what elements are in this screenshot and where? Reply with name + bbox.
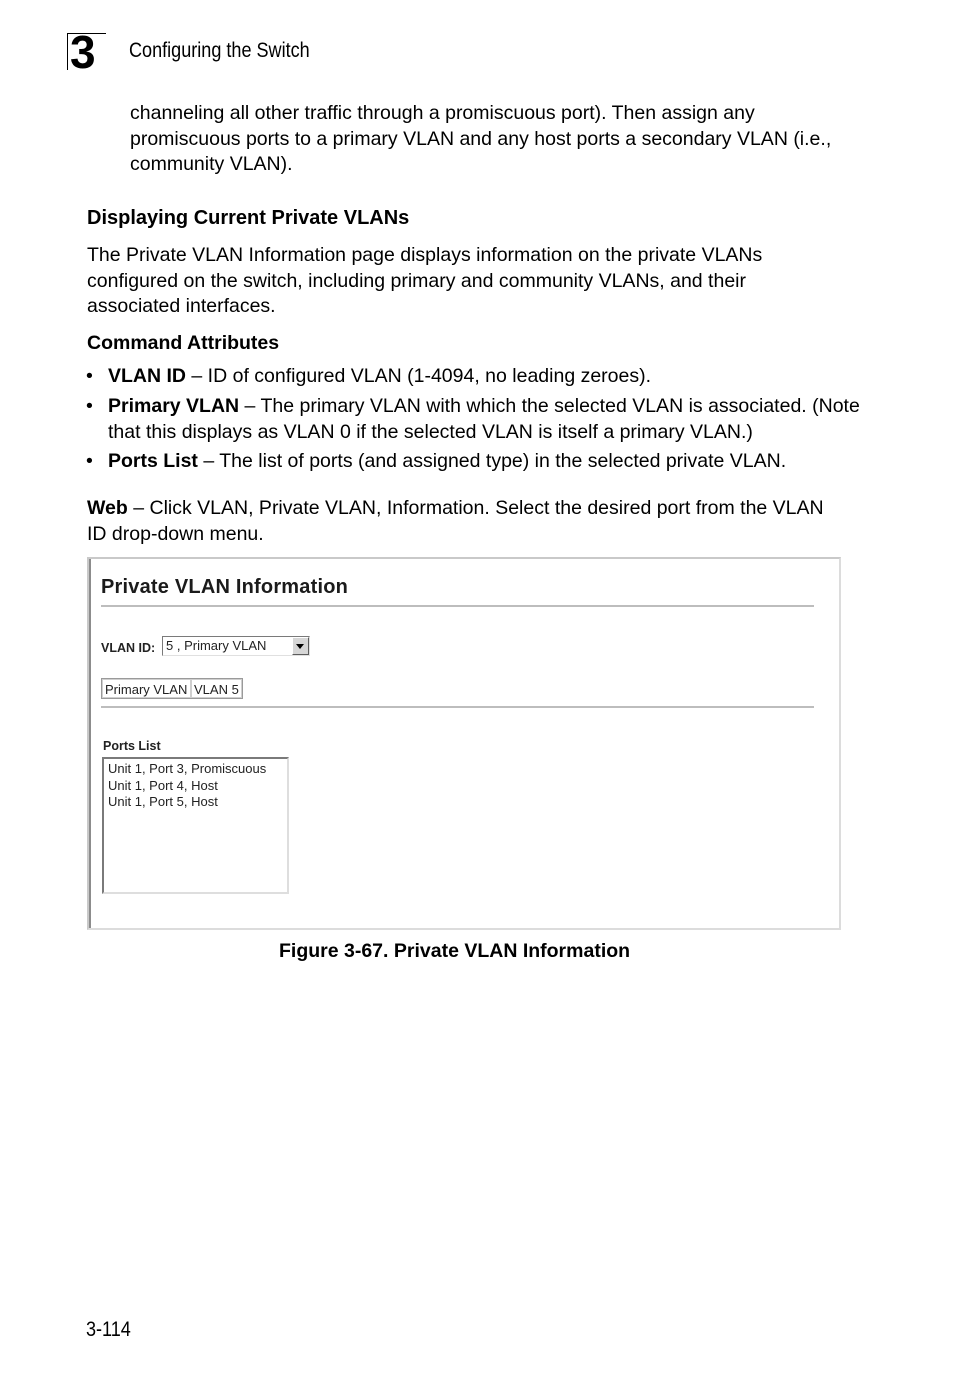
intro-paragraph: channeling all other traffic through a promiscuous port). Then assign any promiscuous ports to a primary VLAN and any host ports a secondary VLAN (i.e., community VLAN). <box>130 102 832 175</box>
vlan-id-selected-value[interactable]: 5 , Primary VLAN <box>166 638 267 653</box>
attribute-item-primary-vlan <box>108 394 868 445</box>
attribute-term: Ports List <box>108 450 198 472</box>
figure-panel-edge <box>89 559 91 928</box>
primary-vlan-table <box>101 678 243 699</box>
attribute-item-ports-list <box>108 449 868 475</box>
ports-list-label: Ports List <box>103 739 161 753</box>
bullet-marker: • <box>86 395 93 417</box>
panel-title: Private VLAN Information <box>101 576 349 598</box>
list-item[interactable]: Unit 1, Port 3, Promiscuous <box>108 761 267 776</box>
web-text: – Click VLAN, Private VLAN, Information. Select the desired port from the VLAN ID drop-down menu. <box>87 497 824 545</box>
attribute-text: – The list of ports (and assigned type) in the selected private VLAN. <box>197 450 787 472</box>
attribute-item-vlan-id <box>108 364 868 390</box>
bullet-marker: • <box>86 365 93 387</box>
attribute-text: – ID of configured VLAN (1-4094, no leading zeroes). <box>186 365 652 387</box>
bullet-marker: • <box>86 450 93 472</box>
page-number: 3-114 <box>86 1318 131 1341</box>
list-item[interactable]: Unit 1, Port 4, Host <box>108 777 218 793</box>
ports-list-box[interactable] <box>102 757 289 894</box>
chapter-number: 3 <box>70 26 95 78</box>
primary-vlan-label: Primary VLAN <box>102 679 191 698</box>
command-attributes-heading: Command Attributes <box>87 332 280 354</box>
web-term: Web <box>87 497 128 519</box>
figure-caption: Figure 3-67. Private VLAN Information <box>279 940 631 962</box>
vlan-id-label: VLAN ID: <box>101 641 156 655</box>
attribute-text: – The primary VLAN with which the selected VLAN is associated. (Note that this displays as VLAN 0 if the selected VLAN is itself a primary VLAN.) <box>108 395 860 443</box>
chevron-down-icon[interactable] <box>296 644 304 649</box>
web-instruction <box>87 496 847 547</box>
section-heading: Displaying Current Private VLANs <box>87 207 410 229</box>
section-description: The Private VLAN Information page displays information on the private VLANs configured on the switch, including primary and community VLANs, and their associated interfaces. <box>87 244 763 317</box>
primary-vlan-value: VLAN 5 <box>191 679 242 698</box>
panel-divider <box>101 706 814 708</box>
attribute-term: VLAN ID <box>108 365 186 387</box>
panel-divider <box>101 605 814 607</box>
attribute-term: Primary VLAN <box>108 395 240 417</box>
running-title: Configuring the Switch <box>129 39 310 62</box>
list-item[interactable]: Unit 1, Port 5, Host <box>108 794 218 809</box>
